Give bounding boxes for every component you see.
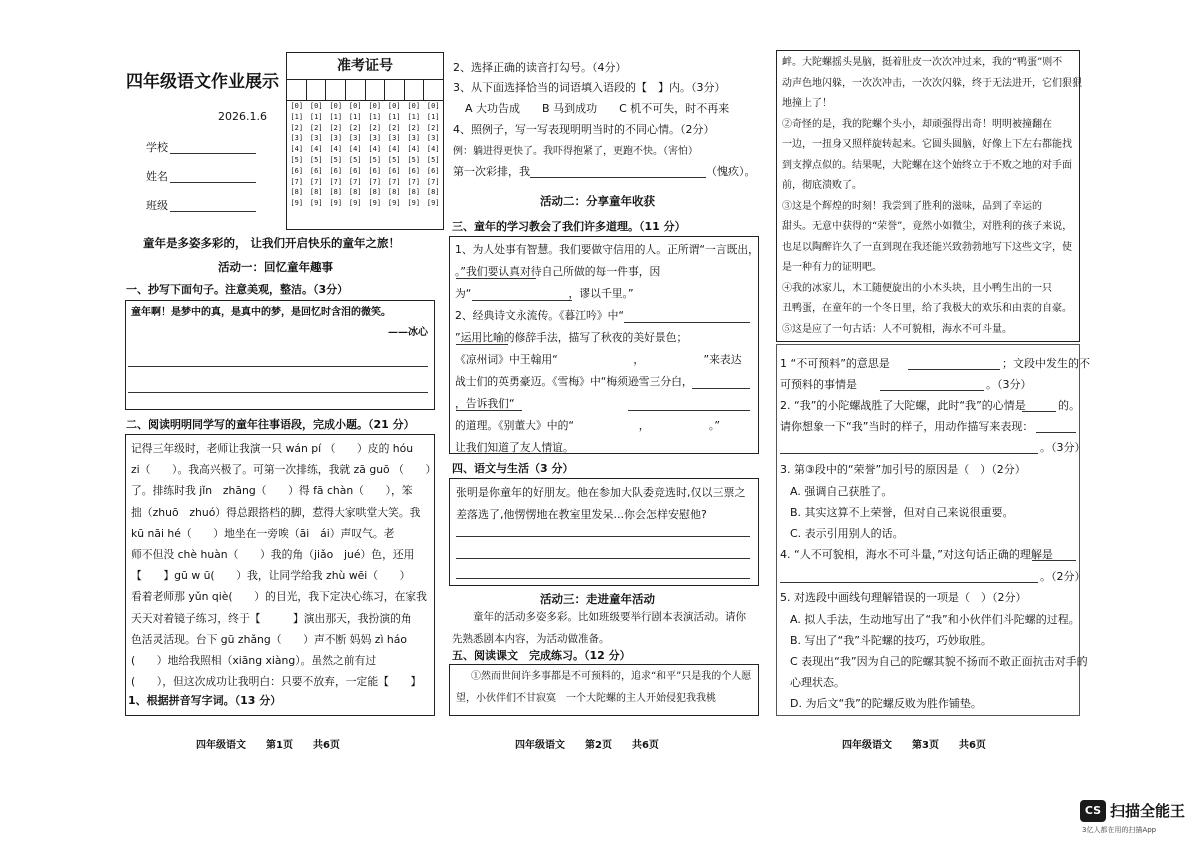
exam-id-digit-bubble[interactable]: [7] [387, 177, 401, 186]
scanner-slogan: 3亿人都在用的扫描App [1082, 826, 1157, 834]
exam-id-digit-bubble[interactable]: [2] [407, 123, 421, 132]
q1-author: ——冰心 [388, 327, 428, 338]
page-title: 四年级语文作业展示 [126, 72, 279, 92]
exam-id-digit-bubble[interactable]: [5] [309, 155, 323, 164]
exam-id-digit-bubble[interactable]: [5] [329, 155, 343, 164]
passage-line: 了。排练时我 jǐn zhāng（ ）得 fā chàn（ ），笨 [131, 484, 413, 498]
exam-id-digit-bubble[interactable]: [4] [348, 145, 362, 154]
q2-1-heading: 1、根据拼音写字词。（13 分） [128, 694, 282, 707]
q3-blank[interactable] [624, 322, 750, 323]
col3-passage-line: ⑤这是应了一句古话：人不可貌相，海水不可斗量。 [782, 323, 1012, 335]
exam-id-digit-column[interactable] [385, 101, 405, 209]
passage-line: ( ）地给我照相（xiāng xiàng）。虽然之前有过 [131, 654, 377, 667]
exam-id-digit-bubble[interactable]: [1] [407, 112, 421, 121]
activity1-heading: 活动一：回忆童年趣事 [218, 260, 333, 274]
passage-line: ( ），但这次成功让我明白：只要不放弃，一定能【 】 [131, 675, 422, 689]
c3-q5-c: C 表现出“我”因为自己的陀螺其貌不扬而不敢正面抗击对手的 [790, 655, 1088, 668]
passage-line: zi（ ）。我高兴极了。可第一次排练，我就 zā guō （ ） [131, 463, 437, 477]
q3-blank[interactable] [692, 388, 750, 389]
exam-id-digit-bubble[interactable]: [7] [368, 177, 382, 186]
exam-id-digit-bubble[interactable]: [8] [368, 188, 382, 197]
q3-line: 1、为人处事有智慧。我们要做守信用的人。正所谓“一言既出， [455, 243, 759, 256]
exam-id-digit-bubble[interactable]: [4] [309, 145, 323, 154]
q4-answer-line[interactable] [456, 558, 750, 559]
exam-id-digit-bubble[interactable]: [4] [407, 145, 421, 154]
c3-q5: 5. 对选段中画线句理解错误的一项是（ ）（2分） [780, 591, 1027, 604]
exam-id-digit-column[interactable] [424, 101, 444, 209]
c3-q1-d: 。（3分） [986, 378, 1032, 391]
exam-id-digit-bubble[interactable]: [3] [329, 134, 343, 143]
exam-id-digit-bubble[interactable]: [1] [368, 112, 382, 121]
col3-passage-line: 一边，一扭身又照样旋转起来。它圆头圆脑，好像上下左右都能找 [782, 139, 1072, 150]
c3-q1: 1 “不可预料”的意思是 [780, 357, 890, 370]
exam-id-digit-column[interactable] [365, 101, 385, 209]
q2-4-answer-line[interactable] [530, 177, 706, 178]
exam-id-digit-bubble[interactable]: [8] [329, 188, 343, 197]
col3-passage-line: ④我的冰家儿，木工随便旋出的小木头块，且小鸭生出的一只 [782, 282, 1052, 294]
passage-line: 看着老师那 yǔn qiè( ）的目光，我下定决心练习，在家我 [131, 590, 427, 604]
exam-id-digit-bubble[interactable]: [4] [290, 145, 304, 154]
exam-id-digit-column[interactable] [326, 101, 346, 209]
page-footer-1: 四年级语文 第1页 共6页 [196, 740, 340, 751]
exam-id-digit-bubble[interactable]: [7] [290, 177, 304, 186]
exam-id-cells[interactable] [287, 80, 443, 101]
q4-answer-line[interactable] [456, 536, 750, 537]
q2-4-fill-end: （愧疚）。 [706, 165, 756, 178]
exam-id-digit-bubble[interactable]: [8] [348, 188, 362, 197]
q2-4-heading: 4、照例子，写一写表现明明当时的不同心情。（2分） [453, 123, 715, 136]
exam-id-digit-bubble[interactable]: [0] [329, 102, 343, 110]
exam-id-digit-bubble[interactable]: [9] [368, 199, 382, 208]
exam-id-digit-bubble[interactable]: [0] [368, 102, 382, 110]
exam-id-digit-bubble[interactable]: [6] [387, 166, 401, 175]
scanner-brand: 扫描全能王 [1110, 802, 1186, 820]
exam-date: 2026.1.6 [218, 110, 267, 123]
col3-passage-line: 前，彻底溃败了。 [782, 180, 862, 191]
exam-id-grid[interactable] [286, 52, 444, 230]
exam-id-digit-bubble[interactable]: [8] [290, 188, 304, 197]
exam-id-digit-bubble[interactable]: [1] [426, 112, 440, 121]
q3-blank[interactable] [628, 410, 750, 411]
exam-id-digit-bubble[interactable]: [8] [387, 188, 401, 197]
exam-id-digit-bubble[interactable]: [1] [329, 112, 343, 121]
exam-id-digit-bubble[interactable]: [1] [290, 112, 304, 121]
c3-q1-b: ；文段中发生的不 [1002, 357, 1090, 370]
class-field[interactable] [170, 211, 256, 212]
activity2-heading: 活动二：分享童年收获 [540, 194, 655, 208]
c3-q3: 3. 第③段中的“荣誉”加引号的原因是（ ）（2分） [780, 463, 1026, 476]
exam-id-digit-column[interactable] [307, 101, 327, 209]
q3-heading: 三、童年的学习教会了我们许多道理。（11 分） [452, 220, 686, 233]
c3-q5-c2: 心理状态。 [790, 676, 845, 689]
passage-line: 天天对着镜子练习，终于【 】演出那天，我扮演的角 [131, 611, 412, 625]
exam-id-digit-bubble[interactable]: [6] [426, 166, 440, 175]
q3-line: 为“ ，谬以千里。” [455, 287, 634, 300]
col3-passage-line: ②奇怪的是，我的陀螺个头小，却顽强得出奇！明明被撞翻在 [782, 118, 1052, 130]
c3-q5-a: A. 拟人手法，生动地写出了“我”和小伙伴们斗陀螺的过程。 [790, 613, 1080, 626]
exam-id-digit-bubble[interactable]: [7] [329, 177, 343, 186]
exam-id-label: 准考证号 [287, 53, 443, 80]
c3-q3-c: C. 表示引用别人的话。 [790, 527, 904, 540]
school-label: 学校 [146, 141, 168, 154]
q3-blank[interactable] [456, 278, 536, 279]
col3-passage-line: ③这是个辉煌的时刻！我尝到了胜利的滋味，品到了幸运的 [782, 200, 1042, 212]
exam-id-digit-bubble[interactable]: [5] [368, 155, 382, 164]
exam-id-digit-bubble[interactable]: [3] [368, 134, 382, 143]
c3-q2-c: 请你想象一下“我”当时的样子，用动作描写来表现： [780, 420, 1034, 433]
c3-q2: 2. “我”的小陀螺战胜了大陀螺，此时“我”的心情是 [780, 399, 1026, 412]
c3-q5-d: D. 为后文“我”的陀螺反败为胜作铺垫。 [790, 697, 982, 710]
q1-writing-line[interactable] [128, 366, 428, 367]
page-footer-2: 四年级语文 第2页 共6页 [515, 740, 659, 751]
class-label: 班级 [146, 199, 168, 212]
passage-line: 记得三年级时，老师让我演一只 wán pí （ ）皮的 hóu [131, 442, 414, 455]
exam-id-digit-bubble[interactable]: [0] [407, 102, 421, 110]
exam-id-digit-bubble[interactable]: [8] [426, 188, 440, 197]
exam-id-digit-bubble[interactable]: [6] [290, 166, 304, 175]
q3-line: ”运用比喻的修辞手法，描写了秋夜的美好景色； [455, 331, 688, 344]
exam-id-digit-bubble[interactable]: [3] [290, 134, 304, 143]
exam-id-digit-bubble[interactable]: [9] [329, 199, 343, 208]
q3-line: 战士们的英勇豪迈。《雪梅》中“梅须逊雪三分白， [455, 375, 693, 388]
exam-id-digit-bubble[interactable]: [3] [348, 134, 362, 143]
exam-id-digit-bubble[interactable]: [0] [290, 102, 304, 110]
q3-blank[interactable] [456, 344, 508, 345]
exam-id-digit-bubble[interactable]: [4] [387, 145, 401, 154]
col3-passage-line: 丑鸭蛋，在童年的一个冬日里，给了我极大的欢乐和由衷的自豪。 [782, 303, 1072, 314]
exam-id-digit-bubble[interactable]: [2] [348, 123, 362, 132]
q3-line: 。”我们要认真对待自己所做的每一件事，因 [455, 265, 661, 278]
exam-id-digit-bubble[interactable]: [5] [407, 155, 421, 164]
c3-q2-b: 的。 [1058, 399, 1080, 412]
col3-passage-line: 也足以陶醉许久了一直到现在我还能兴致勃勃地写下这些文字，使 [782, 241, 1072, 253]
exam-id-digit-bubble[interactable]: [3] [309, 134, 323, 143]
q4-prompt: 张明是你童年的好朋友。他在参加大队委竞选时,仅以三票之差落选了,他愣愣地在教室里发呆...你会怎样安慰他? [456, 486, 746, 521]
exam-id-digit-bubble[interactable]: [0] [348, 102, 362, 110]
q4-heading: 四、语文与生活（3 分） [452, 462, 574, 475]
exam-id-digit-bubble[interactable]: [4] [329, 145, 343, 154]
col3-passage-line: 是一种有力的证明吧。 [782, 262, 882, 273]
q4-answer-line[interactable] [456, 578, 750, 579]
exam-id-digit-bubble[interactable]: [0] [309, 102, 323, 110]
passage-line: 拙（zhuō zhuó）得总跟搭档的脚，惹得大家哄堂大笑。我 [131, 505, 421, 519]
q1-heading: 一、抄写下面句子。注意美观，整洁。（3分） [126, 283, 349, 296]
q2-3-options: A 大功告成 B 马到成功 C 机不可失，时不再来 [465, 102, 730, 115]
q3-line: 的道理。《别董大》中的“ ， 。” [455, 419, 720, 432]
col3-questions-box [776, 344, 1080, 716]
passage-line: 师不但没 chè huàn（ ）我的角（jiǎo jué）色，还用 [131, 548, 415, 561]
passage-line: 色活灵活现。台下 gū zhǎng（ ）声不断 妈妈 zì háo [131, 632, 407, 646]
c3-q2-d: 。（3分） [1040, 441, 1086, 454]
activity3-intro: 童年的活动多姿多彩。比如班级要举行剧本表演活动。请你先熟悉剧本内容，为活动做准备。 [452, 611, 746, 645]
q3-line: ，告诉我们“ [455, 397, 515, 410]
page-footer-3: 四年级语文 第3页 共6页 [842, 740, 986, 751]
exam-id-digit-bubble[interactable]: [2] [387, 123, 401, 132]
exam-id-digit-bubble[interactable]: [3] [407, 134, 421, 143]
exam-id-digit-bubble[interactable]: [8] [407, 188, 421, 197]
exam-id-digit-bubble[interactable]: [0] [387, 102, 401, 110]
exam-id-digit-bubble[interactable]: [7] [309, 177, 323, 186]
exam-id-digit-bubble[interactable]: [6] [407, 166, 421, 175]
q2-4-example: 例：躺进得更快了。我吓得抱紧了，更跑不快。（害怕） [453, 146, 698, 157]
exam-id-digit-bubble[interactable]: [9] [426, 199, 440, 208]
q2-4-fill-start: 第一次彩排，我 [453, 165, 530, 178]
col3-passage-line: 衅。大陀螺摇头晃脑，挺着肚皮一次次冲过来，我的“鸭蛋”则不 [782, 57, 1063, 68]
q3-blank[interactable] [472, 300, 572, 301]
intro-text: 童年是多姿多彩的， 让我们开启快乐的童年之旅！ [143, 236, 401, 250]
q3-line: 2、经典诗文永流传。《暮江吟》中“ [455, 309, 625, 322]
exam-id-digit-bubble[interactable]: [2] [368, 123, 382, 132]
exam-id-digit-bubble[interactable]: [6] [309, 166, 323, 175]
q5-heading: 五、阅读课文 完成练习。（12 分） [452, 649, 631, 662]
c3-q1-c: 可预料的事情是 [780, 378, 857, 391]
exam-id-digit-bubble[interactable]: [2] [329, 123, 343, 132]
exam-id-digit-bubble[interactable]: [5] [290, 155, 304, 164]
q3-line: 让我们知道了友人情谊。 [455, 441, 574, 454]
exam-id-digit-bubble[interactable]: [5] [348, 155, 362, 164]
passage-line: 【 】gū w ū( ）我，让同学给我 zhù wēi（ ） [131, 569, 411, 583]
c3-q5-b: B. 写出了“我”斗陀螺的技巧，巧妙取胜。 [790, 634, 992, 647]
exam-id-digit-bubble[interactable]: [9] [407, 199, 421, 208]
col3-passage-line: 地撞上了！ [782, 98, 832, 109]
c3-q3-b: B. 其实这算不上荣誉，但对自己来说很重要。 [790, 506, 1014, 519]
c3-q4: 4. “人不可貌相，海水不可斗量，”对这句话正确的理解是 [780, 548, 1053, 561]
col3-passage-line: 甜头。无意中获得的“荣誉”，竟然小如微尘，对胜利的孩子来说， [782, 221, 1073, 232]
exam-id-digit-bubble[interactable]: [3] [426, 134, 440, 143]
exam-id-digit-bubble[interactable]: [2] [290, 123, 304, 132]
exam-id-digit-bubble[interactable]: [6] [368, 166, 382, 175]
exam-id-digit-bubble[interactable]: [0] [426, 102, 440, 110]
exam-id-digit-bubble[interactable]: [9] [387, 199, 401, 208]
exam-id-digit-bubble[interactable]: [5] [426, 155, 440, 164]
activity3-heading: 活动三：走进童年活动 [540, 592, 655, 606]
exam-id-digit-bubble[interactable]: [2] [426, 123, 440, 132]
q2-3-heading: 3、从下面选择恰当的词语填入语段的【 】内。（3分） [453, 81, 726, 94]
exam-id-digit-bubble[interactable]: [4] [368, 145, 382, 154]
q1-writing-line[interactable] [128, 392, 428, 393]
exam-id-digit-bubble[interactable]: [7] [348, 177, 362, 186]
exam-id-digit-bubble[interactable]: [9] [290, 199, 304, 208]
exam-id-digit-bubble[interactable]: [7] [407, 177, 421, 186]
q2-heading: 二、阅读明明同学写的童年往事语段，完成小题。（21 分） [126, 418, 415, 431]
exam-id-digit-bubble[interactable]: [1] [348, 112, 362, 121]
q2-2-heading: 2、选择正确的读音打勾号。（4分） [453, 61, 627, 74]
q5-passage-start: ①然而世间许多事都是不可预料的，追求“和平”只是我的个人愿望，小伙伴们不甘寂寞 一个大陀螺的主人开始侵犯我我桃 [456, 671, 752, 704]
col3-passage-box [776, 50, 1080, 342]
name-label: 姓名 [146, 170, 168, 183]
col3-passage-line: 到支撑点似的。结果呢，大陀螺在这个始终立于不败之地的对手面 [782, 159, 1072, 171]
q1-sentence: 童年啊！是梦中的真，是真中的梦，是回忆时含泪的微笑。 [131, 307, 391, 318]
scanner-logo-icon: CS [1080, 800, 1106, 822]
col3-passage-line: 动声色地闪躲，一次次冲击，一次次闪躲，终于无法进开，它们狠狠 [782, 77, 1082, 89]
exam-id-digit-bubble[interactable]: [6] [329, 166, 343, 175]
exam-id-digit-column[interactable] [346, 101, 366, 209]
c3-q3-a: A. 强调自己获胜了。 [790, 485, 893, 498]
exam-id-digit-bubble[interactable]: [1] [309, 112, 323, 121]
exam-id-digit-bubble[interactable]: [3] [387, 134, 401, 143]
exam-id-digit-bubble[interactable]: [1] [387, 112, 401, 121]
passage-line: kū nāi hé（ ）地坐在一旁唉（āi ái）声叹气。老 [131, 526, 395, 540]
q3-blank[interactable] [456, 410, 522, 411]
exam-id-digit-bubble[interactable]: [2] [309, 123, 323, 132]
exam-id-digit-column[interactable] [287, 101, 307, 209]
exam-id-digit-bubble[interactable]: [7] [426, 177, 440, 186]
exam-id-digit-columns[interactable] [287, 101, 443, 209]
exam-id-digit-bubble[interactable]: [6] [348, 166, 362, 175]
name-field[interactable] [170, 182, 256, 183]
exam-id-digit-bubble[interactable]: [9] [309, 199, 323, 208]
school-field[interactable] [170, 153, 256, 154]
exam-id-digit-bubble[interactable]: [5] [387, 155, 401, 164]
c3-q4-b: 。（2分） [1040, 570, 1086, 583]
q3-line: 《凉州词》中王翰用“ ， ”来表达 [455, 353, 742, 366]
exam-id-digit-bubble[interactable]: [9] [348, 199, 362, 208]
exam-id-digit-bubble[interactable]: [4] [426, 145, 440, 154]
exam-id-digit-bubble[interactable]: [8] [309, 188, 323, 197]
exam-id-digit-column[interactable] [404, 101, 424, 209]
